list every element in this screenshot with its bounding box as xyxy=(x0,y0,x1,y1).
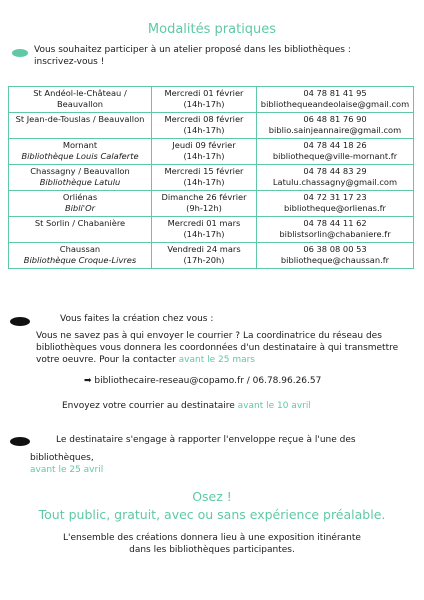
phone-number: 04 78 44 83 29 xyxy=(303,166,367,176)
arrow-right-icon: ➡ xyxy=(84,376,92,386)
date-cell xyxy=(152,217,257,243)
intro-line-2: inscrivez-vous ! xyxy=(34,57,105,67)
contact-cell xyxy=(257,87,414,113)
phone-number: 04 78 44 11 62 xyxy=(303,218,367,228)
email-address: bibliotheque@orlienas.fr xyxy=(284,203,386,213)
black-bullet-icon xyxy=(10,437,30,446)
place-cell xyxy=(9,87,152,113)
intro-text xyxy=(34,44,414,68)
date-cell xyxy=(152,243,257,269)
osez-subheading: Tout public, gratuit, avec ou sans expérience préalable. xyxy=(38,507,386,522)
creation-line-3 xyxy=(36,354,420,366)
workshop-date: Mercredi 15 février xyxy=(164,166,244,176)
phone-number: 04 72 31 17 23 xyxy=(303,192,367,202)
date-cell xyxy=(152,113,257,139)
place-name: St Jean-de-Touslas / Beauvallon xyxy=(15,114,145,124)
final-line-1: L'ensemble des créations donnera lieu à une exposition itinérante xyxy=(63,533,361,543)
table-row xyxy=(9,139,414,165)
contact-info: bibliothecaire-reseau@copamo.fr / 06.78.96.26.57 xyxy=(94,376,322,386)
green-bullet-icon xyxy=(12,49,28,57)
table-row xyxy=(9,113,414,139)
creation-line-1: Vous ne savez pas à qui envoyer le courrier ? La coordinatrice du réseau des xyxy=(36,331,382,341)
date-cell xyxy=(152,191,257,217)
contact-cell xyxy=(257,191,414,217)
workshop-date: Jeudi 09 février xyxy=(172,140,236,150)
library-name: Bibliothèque Croque-Livres xyxy=(23,255,137,265)
email-address: bibliothequeandeolaise@gmail.com xyxy=(260,99,410,109)
email-address: biblistsorlin@chabaniere.fr xyxy=(279,229,391,239)
place-cell xyxy=(9,165,152,191)
date-cell xyxy=(152,165,257,191)
send-line xyxy=(62,400,311,412)
workshop-time: (14h-17h) xyxy=(183,177,225,187)
email-address: bibliotheque@chaussan.fr xyxy=(280,255,390,265)
phone-number: 04 78 81 41 95 xyxy=(303,88,367,98)
black-bullet-icon xyxy=(10,317,30,326)
email-address: Latulu.chassagny@gmail.com xyxy=(272,177,398,187)
phone-number: 04 78 44 18 26 xyxy=(303,140,367,150)
send-text: Envoyez votre courrier au destinataire xyxy=(62,401,235,411)
place-name: Mornant xyxy=(62,140,98,150)
table-row xyxy=(9,243,414,269)
contact-cell xyxy=(257,113,414,139)
recipient-line-1: Le destinataire s'engage à rapporter l'enveloppe reçue à l'une des xyxy=(56,435,356,445)
final-line-2: dans les bibliothèques participantes. xyxy=(129,545,295,555)
osez-section xyxy=(0,488,424,524)
place-cell xyxy=(9,139,152,165)
place-name: St Andéol-le-Château / xyxy=(33,88,127,98)
place-cell xyxy=(9,113,152,139)
contact-cell xyxy=(257,139,414,165)
contact-line xyxy=(84,375,321,387)
page-title: Modalités pratiques xyxy=(147,22,277,37)
date-cell xyxy=(152,139,257,165)
workshop-time: (9h-12h) xyxy=(186,203,222,213)
workshop-time: (14h-17h) xyxy=(183,151,225,161)
workshop-date: Dimanche 26 février xyxy=(161,192,247,202)
send-deadline: avant le 10 avril xyxy=(237,401,311,411)
workshop-date: Vendredi 24 mars xyxy=(167,244,241,254)
library-name: Bibliothèque Louis Calaferte xyxy=(21,151,139,161)
phone-number: 06 48 81 76 90 xyxy=(303,114,367,124)
library-name: Bibli'Or xyxy=(64,203,96,213)
final-note xyxy=(0,532,424,556)
table-row xyxy=(9,165,414,191)
table-row xyxy=(9,217,414,243)
table-row xyxy=(9,87,414,113)
phone-number: 06 38 08 00 53 xyxy=(303,244,367,254)
email-address: bibliotheque@ville-mornant.fr xyxy=(272,151,398,161)
creation-text xyxy=(36,330,420,366)
date-cell xyxy=(152,87,257,113)
place-cell xyxy=(9,243,152,269)
table-row xyxy=(9,191,414,217)
contact-cell xyxy=(257,243,414,269)
workshop-date: Mercredi 01 février xyxy=(164,88,244,98)
workshop-time: (14h-17h) xyxy=(183,125,225,135)
recipient-line-2: bibliothèques, xyxy=(30,453,94,463)
creation-heading: Vous faites la création chez vous : xyxy=(60,314,214,324)
place-name: St Sorlin / Chabanière xyxy=(34,218,126,228)
place-cell xyxy=(9,191,152,217)
osez-heading: Osez ! xyxy=(192,489,232,504)
email-address: biblio.sainjeannaire@gmail.com xyxy=(268,125,402,135)
creation-line-2: bibliothèques vous donnera les coordonnées d'un destinataire à qui transmettre xyxy=(36,343,399,353)
intro-line-1: Vous souhaitez participer à un atelier proposé dans les bibliothèques : xyxy=(34,45,351,55)
workshop-time: (17h-20h) xyxy=(183,255,225,265)
workshop-time: (14h-17h) xyxy=(183,229,225,239)
library-name: Bibliothèque Latulu xyxy=(39,177,121,187)
place-cell xyxy=(9,217,152,243)
creation-line-3-text: votre oeuvre. Pour la contacter xyxy=(36,355,176,365)
contact-cell xyxy=(257,165,414,191)
workshop-date: Mercredi 08 février xyxy=(164,114,244,124)
place-name: Orliénas xyxy=(62,192,98,202)
contact-cell xyxy=(257,217,414,243)
library-name: Beauvallon xyxy=(56,99,104,109)
workshop-time: (14h-17h) xyxy=(183,99,225,109)
place-name: Chaussan xyxy=(59,244,101,254)
recipient-deadline: avant le 25 avril xyxy=(30,465,104,475)
place-name: Chassagny / Beauvallon xyxy=(30,166,130,176)
workshop-date: Mercredi 01 mars xyxy=(167,218,241,228)
contact-deadline: avant le 25 mars xyxy=(178,355,255,365)
workshops-table xyxy=(8,86,414,269)
